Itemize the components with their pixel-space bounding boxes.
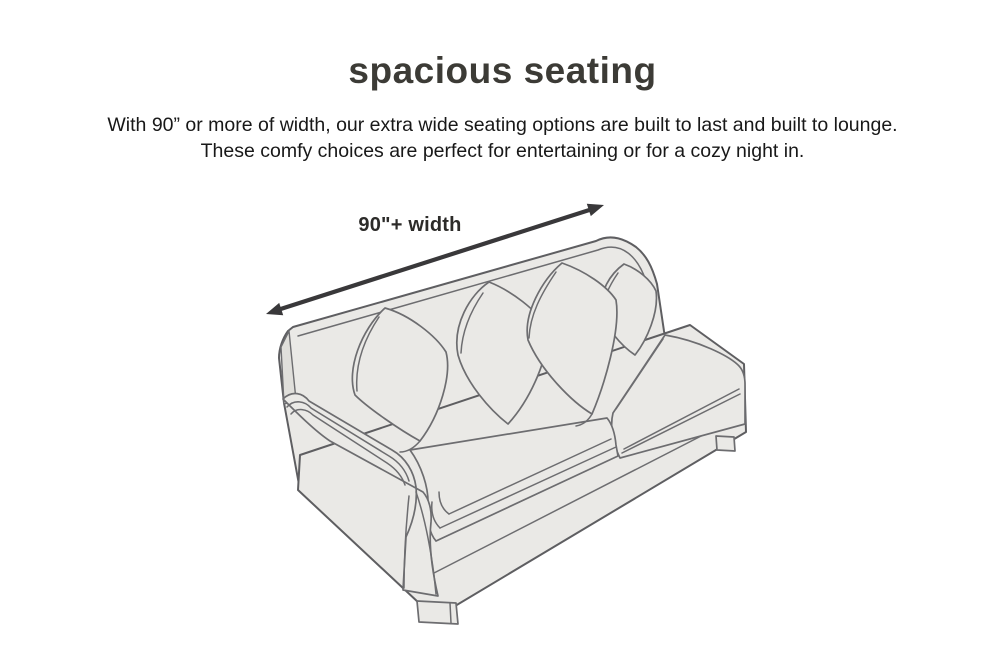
description-line-1: With 90” or more of width, our extra wide seating options are built to last and built to lounge. [107,114,898,136]
dimension-label: 90"+ width [358,214,462,236]
page-title: spacious seating [348,50,657,91]
description-line-2: These comfy choices are perfect for entertaining or for a cozy night in. [200,140,805,162]
